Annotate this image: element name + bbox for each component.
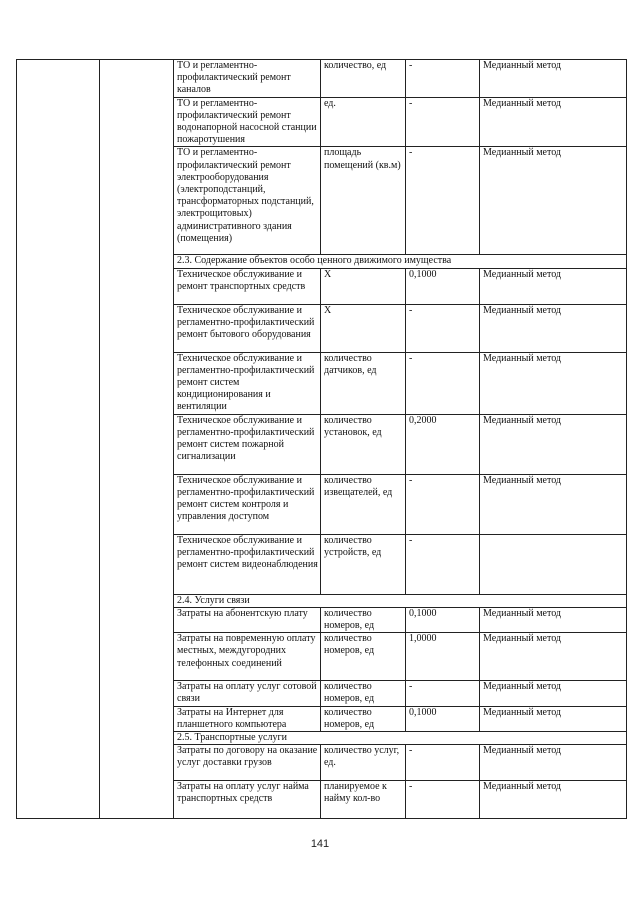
cost-item-name: Техническое обслуживание и ремонт транспортных средств xyxy=(174,268,321,304)
method-cell: Медианный метод xyxy=(480,147,627,255)
method-cell: Медианный метод xyxy=(480,97,627,147)
unit-cell: количество извещателей, ед xyxy=(321,474,406,534)
unit-cell: количество номеров, ед xyxy=(321,607,406,632)
unit-cell: Х xyxy=(321,304,406,352)
unit-cell: количество установок, ед xyxy=(321,414,406,474)
method-cell: Медианный метод xyxy=(480,352,627,414)
value-cell: 0,1000 xyxy=(406,268,480,304)
unit-cell: ед. xyxy=(321,97,406,147)
method-cell: Медианный метод xyxy=(480,781,627,819)
method-cell: Медианный метод xyxy=(480,633,627,681)
method-cell: Медианный метод xyxy=(480,607,627,632)
value-cell: - xyxy=(406,304,480,352)
value-cell: - xyxy=(406,97,480,147)
value-cell: - xyxy=(406,352,480,414)
outer-column-1 xyxy=(17,60,100,819)
method-cell: Медианный метод xyxy=(480,304,627,352)
cost-item-name: Техническое обслуживание и регламентно-профилактический ремонт систем видеонаблюдения xyxy=(174,534,321,594)
method-cell: Медианный метод xyxy=(480,681,627,706)
cost-item-name: Техническое обслуживание и регламентно-профилактический ремонт систем кондиционирования и вентиляции xyxy=(174,352,321,414)
cost-item-name: Техническое обслуживание и регламентно-профилактический ремонт бытового оборудования xyxy=(174,304,321,352)
method-cell: Медианный метод xyxy=(480,60,627,98)
section-title: 2.3. Содержание объектов особо ценного движимого имущества xyxy=(174,255,627,268)
unit-cell: количество, ед xyxy=(321,60,406,98)
cost-item-name: Техническое обслуживание и регламентно-профилактический ремонт систем пожарной сигнализации xyxy=(174,414,321,474)
method-cell: Медианный метод xyxy=(480,268,627,304)
unit-cell: количество услуг, ед. xyxy=(321,745,406,781)
value-cell: - xyxy=(406,474,480,534)
cost-item-name: Затраты по договору на оказание услуг доставки грузов xyxy=(174,745,321,781)
method-cell xyxy=(480,534,627,594)
unit-cell: количество датчиков, ед xyxy=(321,352,406,414)
unit-cell: количество устройств, ед xyxy=(321,534,406,594)
method-cell: Медианный метод xyxy=(480,706,627,731)
unit-cell: количество номеров, ед xyxy=(321,681,406,706)
value-cell: - xyxy=(406,681,480,706)
value-cell: - xyxy=(406,534,480,594)
cost-item-name: Затраты на Интернет для планшетного компьютера xyxy=(174,706,321,731)
cost-item-name: Затраты на абонентскую плату xyxy=(174,607,321,632)
cost-item-name: Техническое обслуживание и регламентно-профилактический ремонт систем контроля и управления доступом xyxy=(174,474,321,534)
value-cell: - xyxy=(406,60,480,98)
unit-cell: количество номеров, ед xyxy=(321,706,406,731)
value-cell: - xyxy=(406,147,480,255)
section-title: 2.5. Транспортные услуги xyxy=(174,732,627,745)
page-number: 141 xyxy=(310,838,330,850)
cost-item-name: ТО и регламентно-профилактический ремонт электрооборудования (электроподстанций, трансформаторных подстанций, электрощитовых) административного здания (помещения) xyxy=(174,147,321,255)
value-cell: 1,0000 xyxy=(406,633,480,681)
cost-table xyxy=(16,59,627,819)
value-cell: 0,1000 xyxy=(406,607,480,632)
unit-cell: Х xyxy=(321,268,406,304)
cost-item-name: ТО и регламентно-профилактический ремонт каналов xyxy=(174,60,321,98)
value-cell: 0,1000 xyxy=(406,706,480,731)
cost-item-name: Затраты на оплату услуг найма транспортных средств xyxy=(174,781,321,819)
cost-item-name: ТО и регламентно-профилактический ремонт водонапорной насосной станции пожаротушения xyxy=(174,97,321,147)
section-title: 2.4. Услуги связи xyxy=(174,594,627,607)
unit-cell: планируемое к найму кол-во xyxy=(321,781,406,819)
method-cell: Медианный метод xyxy=(480,414,627,474)
outer-column-2 xyxy=(100,60,174,819)
value-cell: 0,2000 xyxy=(406,414,480,474)
table-row xyxy=(17,60,627,98)
cost-item-name: Затраты на оплату услуг сотовой связи xyxy=(174,681,321,706)
cost-item-name: Затраты на повременную оплату местных, междугородних телефонных соединений xyxy=(174,633,321,681)
value-cell: - xyxy=(406,745,480,781)
method-cell: Медианный метод xyxy=(480,745,627,781)
unit-cell: количество номеров, ед xyxy=(321,633,406,681)
method-cell: Медианный метод xyxy=(480,474,627,534)
value-cell: - xyxy=(406,781,480,819)
table-body xyxy=(17,60,627,819)
unit-cell: площадь помещений (кв.м) xyxy=(321,147,406,255)
